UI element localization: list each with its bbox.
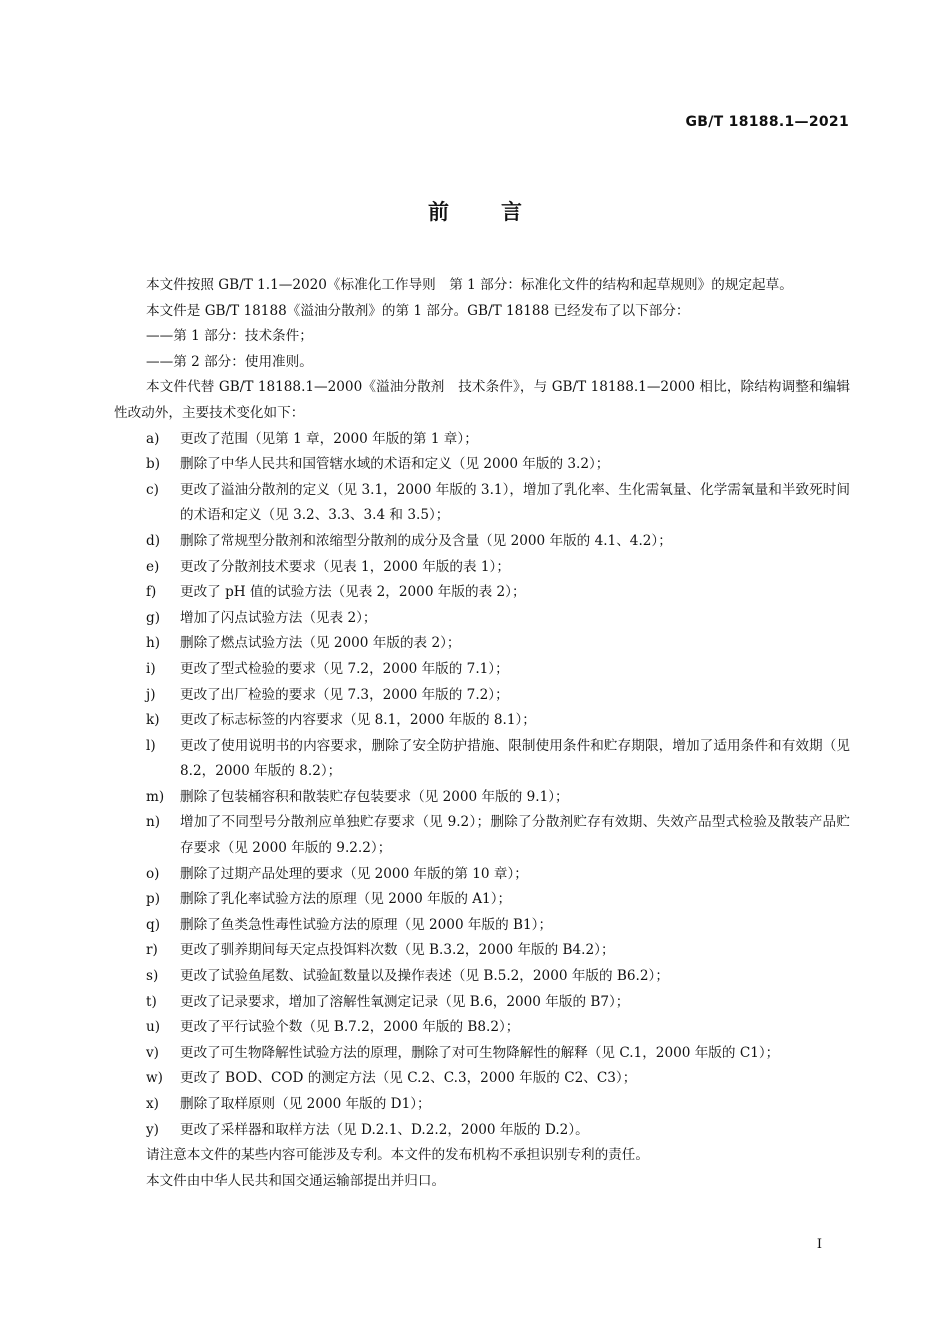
change-item-label: e)	[146, 558, 160, 575]
change-item	[114, 990, 850, 1016]
change-item	[114, 631, 850, 657]
page-title: 前言	[428, 200, 574, 224]
change-item-label: h)	[146, 635, 161, 652]
change-item-label: x)	[146, 1096, 159, 1112]
change-item-label: k)	[146, 712, 160, 729]
change-item-label: f)	[146, 584, 157, 601]
change-item-text: 增加了不同型号分散剂应单独贮存要求（见 9.2）；删除了分散剂贮存有效期、失效产品型式检验及散装产品贮存要求（见 2000 年版的 9.2.2）；	[180, 814, 850, 857]
change-item-text: 删除了中华人民共和国管辖水域的术语和定义（见 2000 年版的 3.2）；	[180, 456, 610, 473]
change-item	[114, 1066, 850, 1092]
change-item	[114, 708, 850, 734]
change-item-label: j)	[146, 686, 156, 703]
change-item-text: 更改了 BOD、COD 的测定方法（见 C.2、C.3，2000 年版的 C2、C3）；	[180, 1070, 637, 1087]
change-item-label: r)	[146, 942, 158, 959]
change-item	[114, 427, 850, 453]
change-item	[114, 529, 850, 555]
part-list-item: ——第 1 部分：技术条件；	[146, 328, 313, 345]
change-item-text: 更改了使用说明书的内容要求，删除了安全防护措施、限制使用条件和贮存期限，增加了适用条件和有效期（见 8.2，2000 年版的 8.2）；	[180, 737, 850, 780]
change-item	[114, 1041, 850, 1067]
change-item-text: 删除了常规型分散剂和浓缩型分散剂的成分及含量（见 2000 年版的 4.1、4.2）；	[180, 532, 672, 549]
change-item	[114, 785, 850, 811]
intro-paragraph-2: 本文件是 GB/T 18188《溢油分散剂》的第 1 部分。GB/T 18188 已经发布了以下部分：	[146, 302, 690, 319]
change-item-label: l)	[146, 737, 156, 754]
change-item-label: y)	[146, 1121, 159, 1138]
change-item-text: 删除了取样原则（见 2000 年版的 D1）；	[180, 1096, 431, 1112]
change-item	[114, 938, 850, 964]
change-item-text: 更改了试验鱼尾数、试验缸数量以及操作表述（见 B.5.2，2000 年版的 B6.2）；	[180, 968, 669, 985]
change-item	[114, 683, 850, 709]
change-item-text: 删除了乳化率试验方法的原理（见 2000 年版的 A1）；	[180, 891, 512, 908]
change-item-text: 删除了燃点试验方法（见 2000 年版的表 2）；	[180, 635, 461, 652]
change-item-text: 更改了采样器和取样方法（见 D.2.1、D.2.2，2000 年版的 D.2）。	[180, 1121, 589, 1138]
change-item-text: 更改了出厂检验的要求（见 7.3，2000 年版的 7.2）；	[180, 686, 509, 703]
change-item-label: i)	[146, 660, 156, 677]
change-list	[114, 427, 850, 1144]
change-item	[114, 734, 850, 785]
change-item-label: u)	[146, 1019, 161, 1036]
change-item	[114, 657, 850, 683]
change-item-label: g)	[146, 609, 161, 626]
change-item-text: 更改了溢油分散剂的定义（见 3.1，2000 年版的 3.1），增加了乳化率、生化需氧量、化学需氧量和半致死时间的术语和定义（见 3.2、3.3、3.4 和 3.5）；	[180, 481, 850, 524]
patent-notice: 请注意本文件的某些内容可能涉及专利。本文件的发布机构不承担识别专利的责任。	[146, 1147, 649, 1164]
intro-paragraph-1: 本文件按照 GB/T 1.1—2020《标准化工作导则 第 1 部分：标准化文件的结构和起草规则》的规定起草。	[146, 277, 793, 293]
change-item	[114, 555, 850, 581]
part-list-item: ——第 2 部分：使用准则。	[146, 353, 313, 370]
change-item-text: 更改了 pH 值的试验方法（见表 2，2000 年版的表 2）；	[180, 584, 526, 601]
change-item	[114, 810, 850, 861]
change-item	[114, 452, 850, 478]
change-item	[114, 478, 850, 529]
change-item-text: 更改了范围（见第 1 章，2000 年版的第 1 章）；	[180, 430, 478, 447]
change-item-label: p)	[146, 891, 161, 908]
change-item-text: 更改了标志标签的内容要求（见 8.1，2000 年版的 8.1）；	[180, 712, 536, 729]
change-item-text: 更改了可生物降解性试验方法的原理，删除了对可生物降解性的解释（见 C.1，2000 年版的 C1）；	[180, 1044, 780, 1061]
change-item	[114, 1015, 850, 1041]
document-body	[114, 273, 850, 1194]
change-item	[114, 964, 850, 990]
standard-code: GB/T 18188.1—2021	[685, 114, 849, 130]
change-item-text: 删除了鱼类急性毒性试验方法的原理（见 2000 年版的 B1）；	[180, 916, 553, 933]
change-item-text: 更改了分散剂技术要求（见表 1，2000 年版的表 1）；	[180, 558, 510, 575]
change-item-label: n)	[146, 814, 161, 831]
page-number: I	[816, 1237, 822, 1252]
change-item	[114, 580, 850, 606]
change-item-text: 删除了过期产品处理的要求（见 2000 年版的第 10 章）；	[180, 865, 528, 882]
change-item	[114, 887, 850, 913]
change-item-label: d)	[146, 532, 161, 549]
change-item-label: s)	[146, 968, 159, 985]
change-item-text: 更改了型式检验的要求（见 7.2，2000 年版的 7.1）；	[180, 660, 509, 677]
intro-paragraph-3: 本文件代替 GB/T 18188.1—2000《溢油分散剂 技术条件》，与 GB/T 18188.1—2000 相比，除结构调整和编辑性改动外，主要技术变化如下：	[114, 379, 850, 421]
change-item-label: m)	[146, 788, 165, 805]
change-item-label: t)	[146, 993, 157, 1010]
change-item-label: v)	[146, 1044, 159, 1061]
change-item-text: 更改了记录要求，增加了溶解性氧测定记录（见 B.6，2000 年版的 B7）；	[180, 993, 630, 1010]
change-item	[114, 913, 850, 939]
change-item-text: 更改了驯养期间每天定点投饵料次数（见 B.3.2，2000 年版的 B4.2）；	[180, 942, 615, 959]
proposer-statement: 本文件由中华人民共和国交通运输部提出并归口。	[146, 1172, 446, 1189]
change-item-label: w)	[146, 1070, 163, 1087]
change-item	[114, 1118, 850, 1144]
change-item-text: 增加了闪点试验方法（见表 2）；	[180, 609, 377, 626]
change-item-label: a)	[146, 430, 160, 447]
change-item-label: b)	[146, 456, 161, 473]
change-item-label: c)	[146, 481, 159, 498]
change-item-text: 更改了平行试验个数（见 B.7.2，2000 年版的 B8.2）；	[180, 1019, 520, 1036]
change-item-label: o)	[146, 865, 160, 882]
change-item	[114, 1092, 850, 1118]
change-item	[114, 862, 850, 888]
change-item	[114, 606, 850, 632]
change-item-label: q)	[146, 916, 161, 933]
change-item-text: 删除了包装桶容积和散装贮存包装要求（见 2000 年版的 9.1）；	[180, 788, 569, 805]
